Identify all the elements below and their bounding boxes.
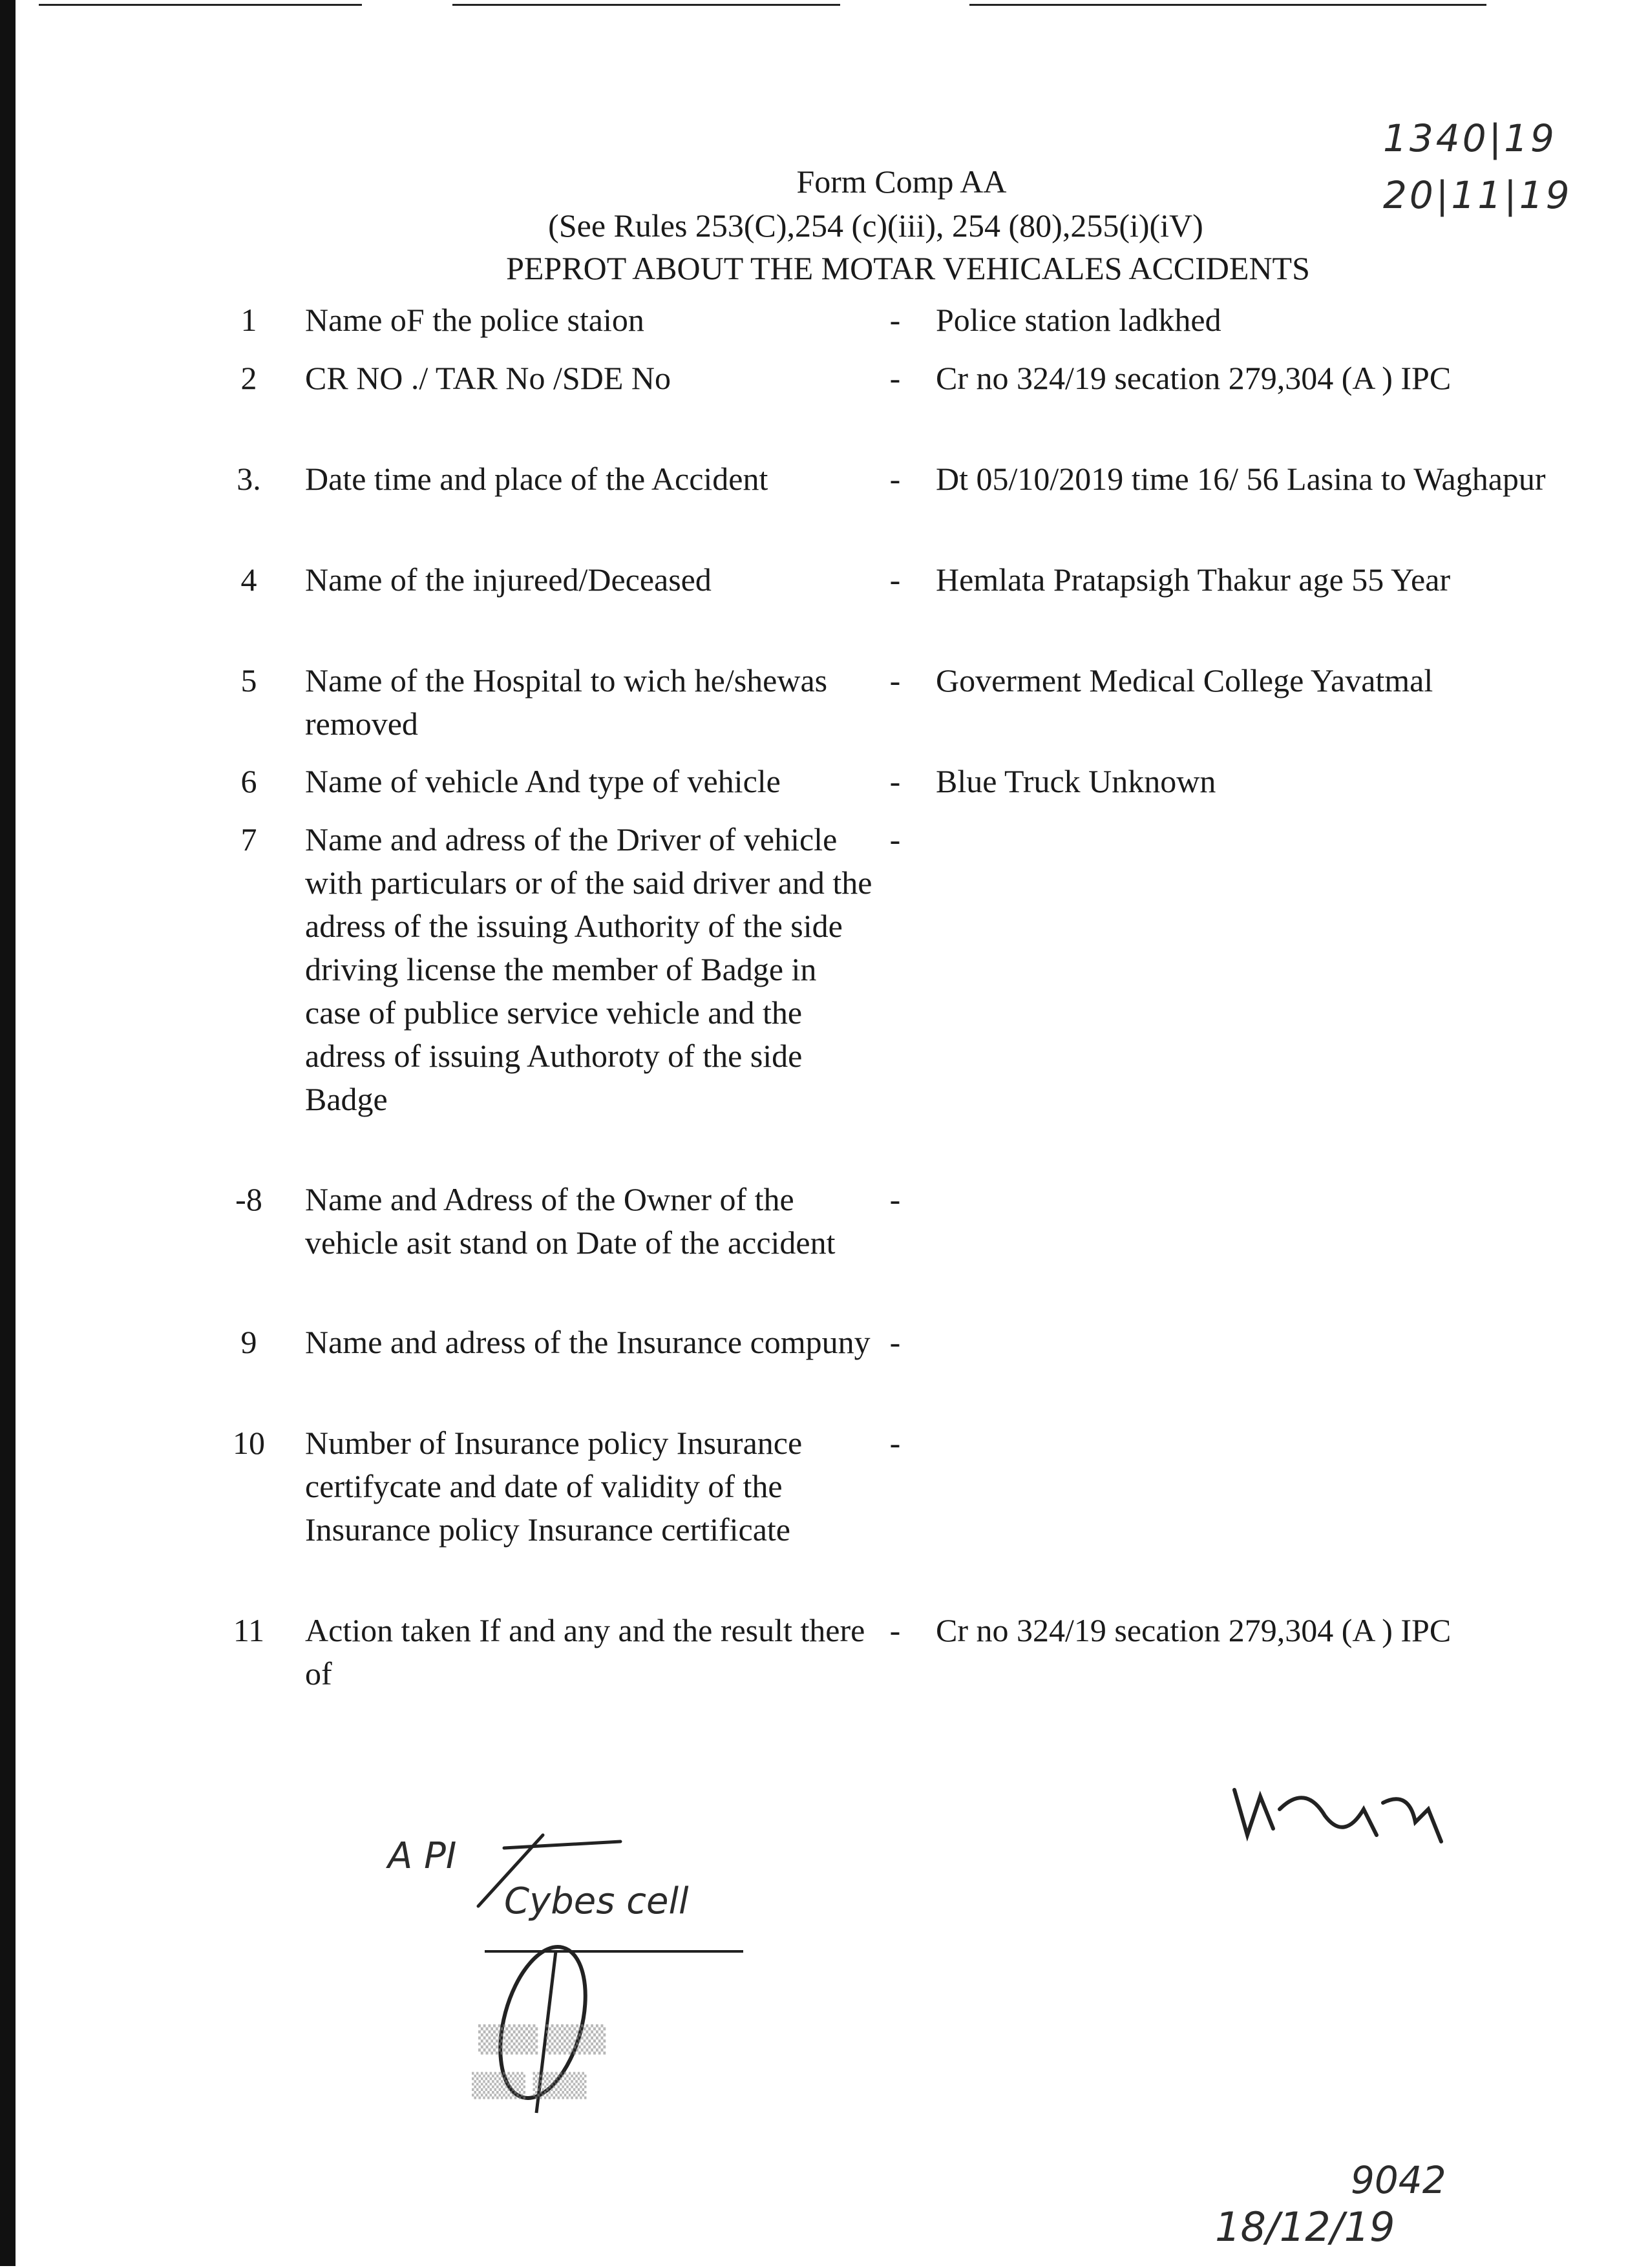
handwritten-cell: Cybes cell [504,1880,689,1922]
scan-top-line [969,4,1486,6]
scan-edge [0,0,16,2266]
svg-text:▒▒▒ ▒▒▒: ▒▒▒ ▒▒▒ [472,2073,587,2099]
row-dash: - [889,562,901,598]
row-dash: - [889,360,901,396]
row-number: 7 [240,821,257,857]
row-dash: - [889,461,901,497]
stamp-number: 1340|19 [1383,116,1557,160]
row-value: Dt 05/10/2019 time 16/ 56 Lasina to Waghapur [936,461,1546,497]
row-label: Name and adress of the Driver of vehicle with particulars or of the said driver and the adress of the issuing Authority of the side driving license the member of Badge in case of publice service vehicle and the adress of issuing Authoroty of the side Badge [305,821,872,1117]
row-number: 1 [240,302,257,338]
row-number: 5 [240,662,257,698]
row-dash: - [889,1181,901,1217]
row-value: Cr no 324/19 secation 279,304 (A ) IPC [936,1612,1452,1648]
scan-top-line [39,4,362,6]
row-dash: - [889,1425,901,1461]
form-title: Form Comp AA [796,163,1007,200]
row-label: Name oF the police staion [305,302,644,338]
row-number: -8 [235,1181,262,1217]
row-value: Police station ladkhed [936,302,1221,338]
row-value: Blue Truck Unknown [936,763,1216,799]
row-dash: - [889,1324,901,1360]
row-dash: - [889,1612,901,1648]
signature-scribble-icon [1221,1764,1467,1854]
row-label: Name and adress of the Insurance compuny [305,1324,871,1360]
row-number: 9 [240,1324,257,1360]
row-label: Name and Adress of the Owner of the vehicle asit stand on Date of the accident [305,1181,836,1261]
signature-api-cyber-cell [375,1829,776,2126]
row-number: 10 [233,1425,265,1461]
row-number: 11 [233,1612,265,1648]
form-rules: (See Rules 253(C),254 (c)(iii), 254 (80),255(i)(iV) [548,207,1203,244]
row-dash: - [889,821,901,857]
row-dash: - [889,302,901,338]
svg-text:▒▒▒ ▒▒▒: ▒▒▒ ▒▒▒ [478,2025,606,2055]
row-label: Name of the injureed/Deceased [305,562,712,598]
row-dash: - [889,662,901,698]
row-number: 6 [240,763,257,799]
row-label: Date time and place of the Accident [305,461,768,497]
row-dash: - [889,763,901,799]
row-label: Name of vehicle And type of vehicle [305,763,781,799]
stamp-date: 20|11|19 [1383,173,1572,217]
row-value: Cr no 324/19 secation 279,304 (A ) IPC [936,360,1452,396]
row-value: Hemlata Pratapsigh Thakur age 55 Year [936,562,1451,598]
row-label: Name of the Hospital to wich he/shewas removed [305,662,828,742]
scan-top-line [452,4,840,6]
receipt-note [1137,2152,1499,2268]
signature-officer [1221,1764,1467,1854]
row-label: Action taken If and any and the result there of [305,1612,865,1692]
row-number: 2 [240,360,257,396]
handwritten-number: 9042 [1351,2158,1446,2202]
form-heading: PEPROT ABOUT THE MOTAR VEHICALES ACCIDENTS [506,250,1310,286]
handwritten-designation: A PI [388,1835,457,1877]
row-number: 3. [237,461,261,497]
row-value: Goverment Medical College Yavatmal [936,662,1433,698]
row-label: Number of Insurance policy Insurance certifycate and date of validity of the Insurance policy Insurance certificate [305,1425,803,1548]
row-label: CR NO ./ TAR No /SDE No [305,360,671,396]
row-number: 4 [240,562,257,598]
handwritten-date: 18/12/19 [1215,2203,1395,2251]
signature-loop-icon [375,1829,776,2126]
